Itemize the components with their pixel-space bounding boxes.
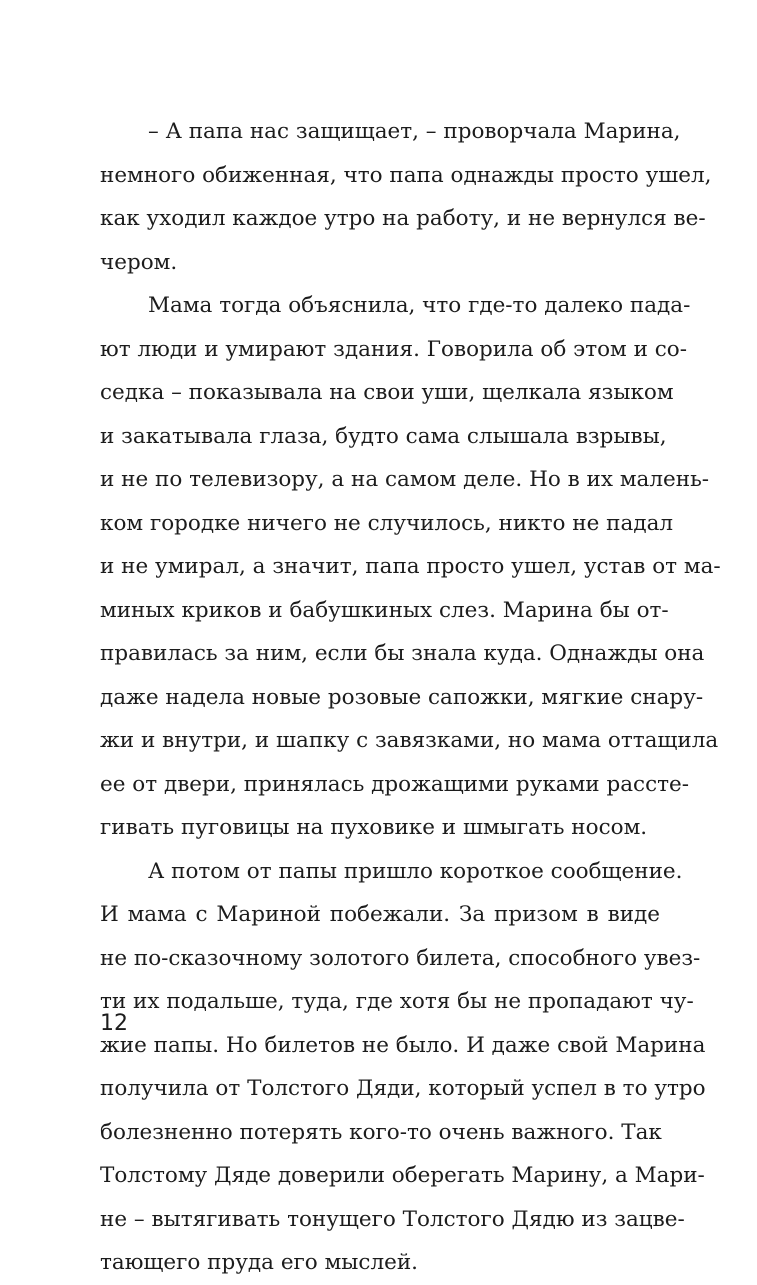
text-line: даже надела новые розовые сапожки, мягкие снару- xyxy=(100,684,704,710)
text-line: – А папа нас защищает, – проворчала Марина, xyxy=(148,119,681,144)
text-line: правилась за ним, если бы знала куда. Однажды она xyxy=(100,641,705,666)
text-line: болезненно потерять кого-то очень важного. Так xyxy=(100,1119,662,1145)
text-line: ют люди и умирают здания. Говорила об этом и со- xyxy=(100,336,687,362)
text-line: немного обиженная, что папа однажды просто ушел, xyxy=(100,162,712,188)
text-line: гивать пуговицы на пуховике и шмыгать носом. xyxy=(100,815,648,840)
text-line: Мама тогда объяснила, что где-то далеко падa- xyxy=(148,293,691,318)
text-line: как уходил каждое утро на работу, и не вернулся ве- xyxy=(100,206,706,231)
text-line: и закатывала глаза, будто сама слышала взрывы, xyxy=(100,423,667,449)
text-line: Толстому Дяде доверили оберегать Марину, а Мари- xyxy=(100,1163,705,1188)
text-line: и не умирал, а значит, папа просто ушел, устав от ма- xyxy=(100,554,721,579)
text-line: тающего пруда его мыслей. xyxy=(100,1250,419,1275)
page-number: 12 xyxy=(100,1011,128,1036)
text-line: седка – показывала на свои уши, щелкала языком xyxy=(100,380,674,405)
text-line: жие папы. Но билетов не было. И даже свой Марина xyxy=(100,1032,706,1058)
text-line: ти их подальше, туда, где хотя бы не пропадают чу- xyxy=(100,989,694,1014)
text-line: не по-сказочному золотого билета, способного увез- xyxy=(100,945,701,971)
text-line: жи и внутри, и шапку с завязками, но мама оттащила xyxy=(100,728,719,753)
text-line: ком городке ничего не случилось, никто не падал xyxy=(100,510,674,536)
text-line: ее от двери, принялась дрожащими руками расстe- xyxy=(100,771,690,797)
body-text xyxy=(100,110,721,1285)
text-line: не – вытягивать тонущего Толстого Дядю из зацвe- xyxy=(100,1206,685,1232)
text-line: А потом от папы пришло короткое сообщение. xyxy=(148,858,683,884)
text-line: И мама с Мариной побежали. За призом в виде xyxy=(100,902,660,927)
text-line: получила от Толстого Дяди, который успел в то утро xyxy=(100,1076,706,1101)
text-line: чером. xyxy=(100,249,178,275)
text-line: и не по телевизору, а на самом деле. Но в их малень- xyxy=(100,467,710,492)
text-line: миных криков и бабушкиных слез. Марина бы от- xyxy=(100,597,669,623)
